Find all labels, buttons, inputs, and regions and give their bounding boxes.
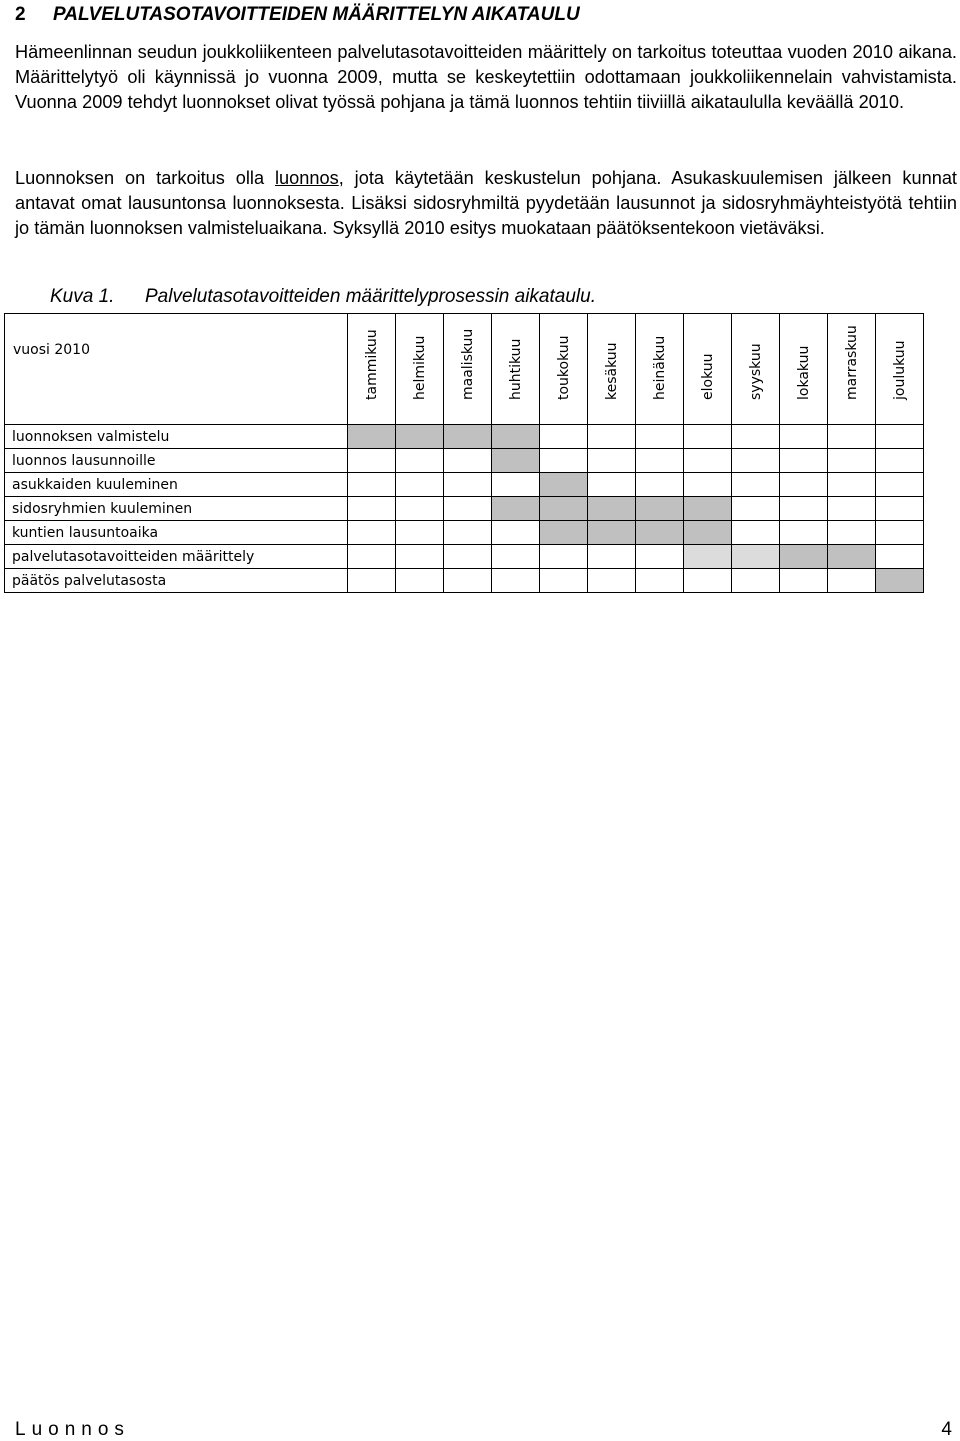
schedule-row [5, 545, 924, 569]
schedule-row [5, 497, 924, 521]
schedule-cell [492, 569, 540, 593]
schedule-cell [348, 569, 396, 593]
schedule-cell [780, 569, 828, 593]
paragraph-text: , jota käytetään keskustelun pohjana. Asukaskuulemisen jälkeen kunnat antavat omat lausuntonsa luonnoksesta. Lisäksi sidosryhmiltä pyydetään lausunnot ja sidosryhmäyhteistyötä tehtiin jo tämän luonnoksen valmisteluaikana. Syksyllä 2010 esitys muokataan päätöksentekoon vietäväksi. [15, 168, 957, 238]
schedule-cell [780, 425, 828, 449]
schedule-cell [876, 545, 924, 569]
schedule-cell [828, 449, 876, 473]
schedule-cell-active [732, 545, 780, 569]
schedule-cell [732, 449, 780, 473]
schedule-cell [780, 473, 828, 497]
schedule-cell [348, 497, 396, 521]
month-header [828, 314, 876, 425]
schedule-cell [540, 545, 588, 569]
schedule-row [5, 425, 924, 449]
schedule-cell-active [396, 425, 444, 449]
month-header [636, 314, 684, 425]
paragraph-draft-purpose [15, 166, 957, 241]
schedule-cell [588, 473, 636, 497]
schedule-cell [540, 449, 588, 473]
month-header [732, 314, 780, 425]
month-label: toukokuu [555, 335, 572, 400]
schedule-cell-active [780, 545, 828, 569]
month-label: elokuu [699, 353, 716, 400]
schedule-cell-active [540, 521, 588, 545]
schedule-cell-active [876, 569, 924, 593]
schedule-cell [828, 569, 876, 593]
schedule-cell [780, 521, 828, 545]
schedule-cell [588, 569, 636, 593]
schedule-row [5, 449, 924, 473]
schedule-cell [828, 521, 876, 545]
schedule-cell [540, 425, 588, 449]
schedule-cell-active [540, 473, 588, 497]
schedule-cell-active [684, 497, 732, 521]
schedule-cell-active [588, 497, 636, 521]
month-header [588, 314, 636, 425]
schedule-cell [444, 545, 492, 569]
month-label: helmikuu [411, 335, 428, 400]
schedule-cell [732, 473, 780, 497]
schedule-cell [876, 473, 924, 497]
month-header [540, 314, 588, 425]
schedule-cell [636, 545, 684, 569]
schedule-cell [396, 473, 444, 497]
underlined-word: luonnos [275, 168, 339, 188]
schedule-cell [684, 473, 732, 497]
schedule-cell [492, 473, 540, 497]
schedule-cell [396, 569, 444, 593]
month-label: heinäkuu [651, 335, 668, 400]
task-name: luonnos lausunnoille [5, 449, 348, 473]
schedule-cell [684, 425, 732, 449]
schedule-cell-active [492, 497, 540, 521]
schedule-cell [444, 473, 492, 497]
schedule-cell [684, 569, 732, 593]
schedule-cell-active [492, 425, 540, 449]
month-label: huhtikuu [507, 338, 524, 400]
schedule-cell [492, 521, 540, 545]
schedule-cell [636, 473, 684, 497]
schedule-row [5, 521, 924, 545]
schedule-cell [396, 545, 444, 569]
schedule-row [5, 473, 924, 497]
schedule-cell [828, 497, 876, 521]
task-name: päätös palvelutasosta [5, 569, 348, 593]
month-label: kesäkuu [603, 342, 620, 400]
schedule-cell [732, 569, 780, 593]
schedule-table [4, 313, 924, 593]
schedule-cell [492, 545, 540, 569]
schedule-header-row [5, 314, 924, 425]
schedule-cell-active [444, 425, 492, 449]
schedule-cell [348, 545, 396, 569]
month-header [876, 314, 924, 425]
schedule-cell [636, 449, 684, 473]
month-header [780, 314, 828, 425]
schedule-cell-active [684, 545, 732, 569]
month-label: maaliskuu [459, 328, 476, 400]
schedule-cell [732, 425, 780, 449]
section-heading [15, 4, 580, 26]
schedule-cell [348, 473, 396, 497]
year-label: vuosi 2010 [5, 314, 348, 425]
task-name: luonnoksen valmistelu [5, 425, 348, 449]
schedule-cell-active [588, 521, 636, 545]
schedule-row [5, 569, 924, 593]
schedule-cell [348, 449, 396, 473]
schedule-cell [588, 425, 636, 449]
section-number: 2 [15, 4, 26, 25]
page-number: 4 [941, 1419, 952, 1440]
paragraph-intro: Hämeenlinnan seudun joukkoliikenteen palvelutasotavoitteiden määrittely on tarkoitus toteuttaa vuoden 2010 aikana. Määrittelytyö oli käynnissä jo vuonna 2009, mutta se keskeytettiin odottamaan joukkoliikennelain vahvistamista. Vuonna 2009 tehdyt luonnokset olivat työssä pohjana ja tämä luonnos tehtiin tiiviillä aikataululla keväällä 2010. [15, 42, 957, 112]
schedule-cell [780, 497, 828, 521]
schedule-cell-active [636, 521, 684, 545]
schedule-cell [444, 449, 492, 473]
task-name: kuntien lausuntoaika [5, 521, 348, 545]
schedule-cell [828, 425, 876, 449]
month-label: tammikuu [363, 329, 380, 400]
month-label: lokakuu [795, 345, 812, 400]
schedule-cell [876, 497, 924, 521]
schedule-cell [732, 521, 780, 545]
schedule-cell-active [684, 521, 732, 545]
schedule-cell-active [828, 545, 876, 569]
schedule-cell [732, 497, 780, 521]
schedule-cell [828, 473, 876, 497]
schedule-cell [876, 449, 924, 473]
month-header [444, 314, 492, 425]
month-header [396, 314, 444, 425]
schedule-cell [588, 449, 636, 473]
section-title: PALVELUTASOTAVOITTEIDEN MÄÄRITTELYN AIKATAULU [53, 4, 580, 25]
schedule-cell [636, 569, 684, 593]
figure-label: Kuva 1. [50, 286, 115, 307]
schedule-cell-active [540, 497, 588, 521]
schedule-cell [588, 545, 636, 569]
schedule-cell [396, 449, 444, 473]
task-name: asukkaiden kuuleminen [5, 473, 348, 497]
month-label: marraskuu [843, 325, 860, 400]
schedule-cell [348, 521, 396, 545]
schedule-cell [444, 569, 492, 593]
schedule-cell [540, 569, 588, 593]
figure-caption: Palvelutasotavoitteiden määrittelyprosessin aikataulu. [145, 286, 596, 307]
schedule-cell [636, 425, 684, 449]
paragraph-text: Luonnoksen on tarkoitus olla [15, 168, 275, 188]
schedule-cell-active [492, 449, 540, 473]
task-name: palvelutasotavoitteiden määrittely [5, 545, 348, 569]
schedule-cell-active [348, 425, 396, 449]
month-header [684, 314, 732, 425]
footer-draft-label: Luonnos [15, 1419, 130, 1440]
schedule-cell [396, 497, 444, 521]
month-header [348, 314, 396, 425]
task-name: sidosryhmien kuuleminen [5, 497, 348, 521]
month-label: joulukuu [891, 340, 908, 400]
schedule-cell [396, 521, 444, 545]
month-header [492, 314, 540, 425]
schedule-cell [876, 425, 924, 449]
schedule-cell [684, 449, 732, 473]
schedule-cell [444, 497, 492, 521]
schedule-cell [444, 521, 492, 545]
schedule-cell [876, 521, 924, 545]
schedule-cell-active [636, 497, 684, 521]
schedule-cell [780, 449, 828, 473]
month-label: syyskuu [747, 343, 764, 400]
